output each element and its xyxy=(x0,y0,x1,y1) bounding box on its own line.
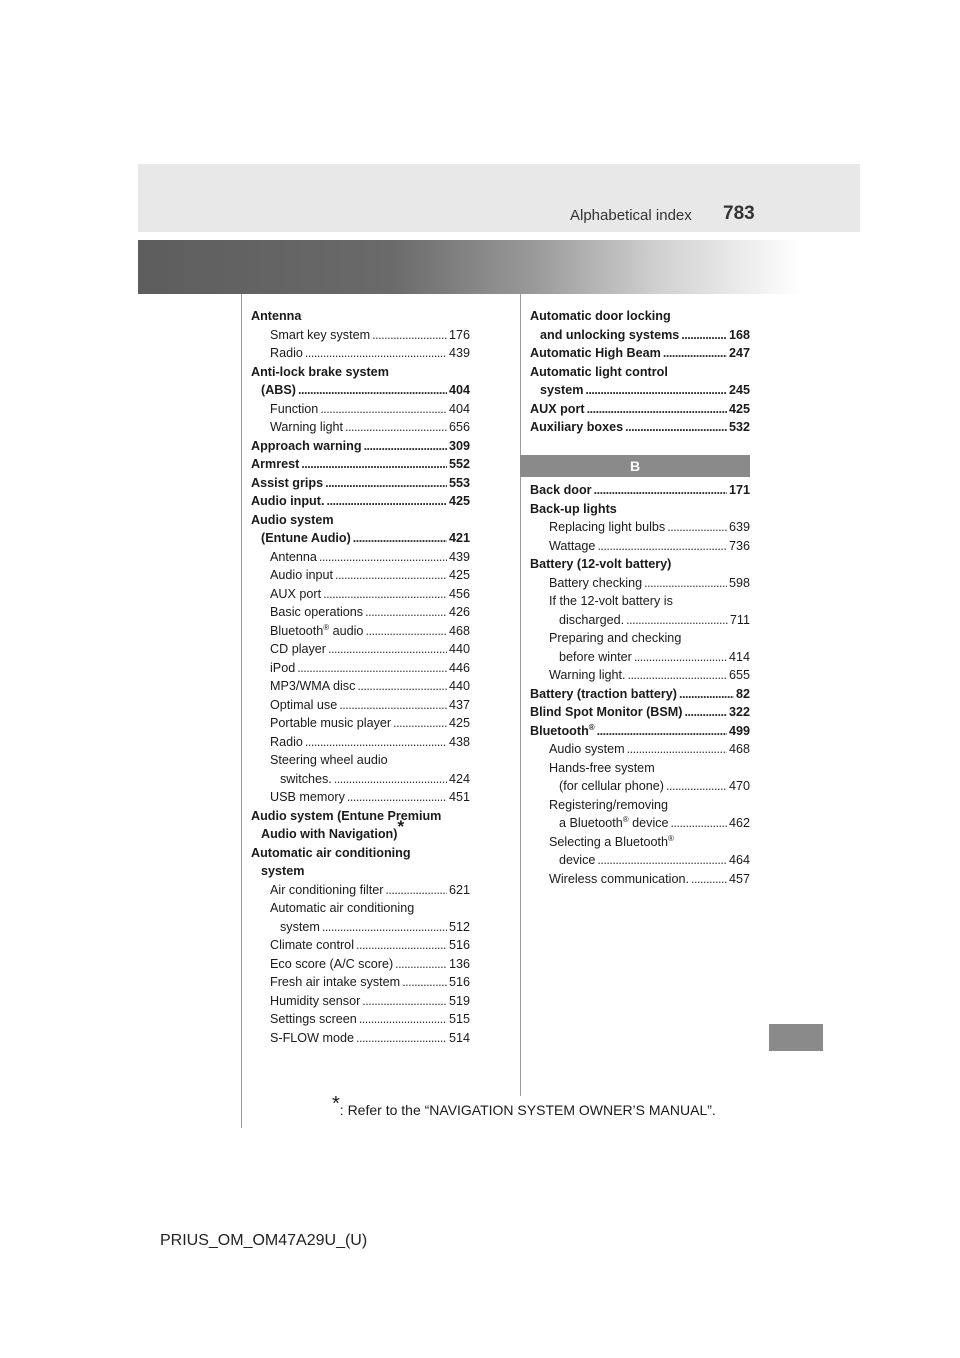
index-column-left xyxy=(251,307,470,1047)
index-entry-page: 440 xyxy=(448,642,470,656)
dot-leader xyxy=(334,770,447,789)
index-entry-label: Audio system xyxy=(549,742,625,756)
index-entry-label: Warning light xyxy=(270,420,344,434)
index-entry xyxy=(530,381,750,400)
index-entry xyxy=(530,722,750,741)
index-entry-label: Battery (traction battery) xyxy=(530,686,677,701)
index-entry-label: Blind Spot Monitor (BSM) xyxy=(530,705,683,719)
index-column-right-b xyxy=(530,481,750,888)
index-entry xyxy=(530,629,750,648)
index-entry-page: 456 xyxy=(448,586,470,601)
index-entry xyxy=(251,807,470,826)
index-entry-label: Radio xyxy=(270,346,303,360)
index-entry-page: 512 xyxy=(448,919,470,934)
dot-leader xyxy=(402,973,447,992)
index-entry-page: 468 xyxy=(728,742,750,756)
index-entry-page: 424 xyxy=(448,771,470,786)
dot-leader xyxy=(671,814,727,833)
index-entry-label: Back door xyxy=(530,483,592,497)
index-entry xyxy=(530,703,750,722)
index-entry xyxy=(251,899,470,918)
index-entry-label: Hands-free system xyxy=(549,760,655,775)
dot-leader xyxy=(385,881,447,900)
page-number: 783 xyxy=(723,203,755,224)
dot-leader xyxy=(357,677,447,696)
dot-leader xyxy=(364,437,447,456)
index-entry-label: Steering wheel audio xyxy=(270,753,388,767)
dot-leader xyxy=(597,851,727,870)
index-entry-label: Approach warning xyxy=(251,438,362,453)
index-entry xyxy=(530,307,750,326)
index-entry-label: Function xyxy=(270,401,319,416)
index-entry-page: 425 xyxy=(448,568,470,582)
index-entry-label: Optimal use xyxy=(270,697,338,712)
index-entry xyxy=(251,770,470,789)
registered-mark: ® xyxy=(622,814,629,824)
thumb-tab xyxy=(769,1024,823,1051)
index-entry xyxy=(251,955,470,974)
index-entry-label: Humidity sensor xyxy=(270,993,361,1008)
footnote-text: : Refer to the “NAVIGATION SYSTEM OWNER’S MANUAL”. xyxy=(339,1102,716,1118)
index-entry xyxy=(530,777,750,796)
index-entry xyxy=(530,796,750,815)
index-entry xyxy=(251,548,470,567)
gradient-banner xyxy=(138,240,860,294)
index-entry xyxy=(530,518,750,537)
index-entry-label: Audio input. xyxy=(251,494,325,508)
index-entry-page: 322 xyxy=(728,705,750,719)
index-column-right-top xyxy=(530,307,750,437)
dot-leader xyxy=(301,455,447,474)
index-entry-page: 446 xyxy=(448,660,470,675)
index-entry-label: Automatic air conditioning xyxy=(251,845,411,860)
index-entry xyxy=(251,566,470,585)
index-entry xyxy=(530,363,750,382)
footnote-star: * xyxy=(332,1093,340,1115)
dot-leader xyxy=(347,788,447,807)
dot-leader xyxy=(319,548,447,567)
index-entry xyxy=(530,611,750,630)
index-entry xyxy=(530,400,750,419)
index-entry-page: 168 xyxy=(728,327,750,342)
index-entry xyxy=(251,326,470,345)
index-entry-label: Eco score (A/C score) xyxy=(270,956,394,971)
index-entry-label: Back-up lights xyxy=(530,501,617,516)
index-entry xyxy=(251,1029,470,1048)
index-entry-page: 171 xyxy=(728,483,750,497)
index-entry xyxy=(530,740,750,759)
dot-leader xyxy=(339,696,447,715)
index-entry-label: Audio with Navigation)* xyxy=(261,817,405,841)
index-entry xyxy=(251,788,470,807)
index-entry-label: iPod xyxy=(270,660,296,675)
index-entry xyxy=(530,344,750,363)
index-entry-page: 515 xyxy=(448,1012,470,1026)
dot-leader xyxy=(325,474,447,493)
dot-leader xyxy=(365,603,447,622)
index-entry-page: 421 xyxy=(448,531,470,545)
index-entry xyxy=(251,973,470,992)
index-entry-label: Automatic light control xyxy=(530,364,668,379)
index-entry-page: 176 xyxy=(448,327,470,342)
index-entry-label: Bluetooth® audio xyxy=(270,622,364,638)
dot-leader xyxy=(395,955,447,974)
dot-leader xyxy=(667,518,727,537)
index-entry xyxy=(530,537,750,556)
dot-leader xyxy=(681,326,727,345)
index-entry-page: 437 xyxy=(448,697,470,712)
index-entry-page: 553 xyxy=(448,475,470,490)
index-entry-page: 736 xyxy=(728,538,750,553)
index-entry-page: 82 xyxy=(735,686,750,701)
footnote-marker: * xyxy=(397,817,405,836)
index-entry-label: system xyxy=(280,919,320,934)
dot-leader xyxy=(594,481,727,500)
index-entry xyxy=(530,870,750,889)
index-entry-label: Assist grips xyxy=(251,475,324,490)
dot-leader xyxy=(626,611,728,630)
index-entry xyxy=(530,418,750,437)
index-entry xyxy=(251,714,470,733)
index-entry-label: Replacing light bulbs xyxy=(549,520,666,534)
index-entry-page: 598 xyxy=(728,575,750,590)
index-entry xyxy=(251,492,470,511)
index-entry-label: Audio system (Entune Premium xyxy=(251,808,442,823)
index-entry-page: 516 xyxy=(448,975,470,989)
index-entry xyxy=(251,936,470,955)
index-entry xyxy=(251,918,470,937)
index-entry-page: 516 xyxy=(448,938,470,952)
index-entry-label: Selecting a Bluetooth® xyxy=(549,833,674,849)
index-entry-page: 499 xyxy=(728,723,750,738)
dot-leader xyxy=(305,733,447,752)
index-entry-label: Air conditioning filter xyxy=(270,882,384,897)
index-entry-label: Smart key system xyxy=(270,327,371,342)
dot-leader xyxy=(320,400,447,419)
registered-mark: ® xyxy=(668,833,674,843)
index-entry-page: 426 xyxy=(448,605,470,619)
index-entry xyxy=(251,381,470,400)
index-entry-page: 404 xyxy=(448,383,470,397)
index-entry xyxy=(251,418,470,437)
index-entry xyxy=(251,677,470,696)
index-entry xyxy=(251,363,470,382)
index-entry xyxy=(251,881,470,900)
index-entry xyxy=(251,437,470,456)
dot-leader xyxy=(597,722,727,741)
index-entry xyxy=(251,817,470,844)
footer-code: PRIUS_OM_OM47A29U_(U) xyxy=(160,1232,368,1249)
index-entry-page: 439 xyxy=(448,549,470,564)
dot-leader xyxy=(585,381,727,400)
index-entry xyxy=(251,603,470,622)
left-divider xyxy=(241,294,242,1128)
index-entry-label: Settings screen xyxy=(270,1012,357,1026)
index-entry-page: 464 xyxy=(728,853,750,867)
index-entry xyxy=(251,1010,470,1029)
index-entry xyxy=(251,622,470,641)
index-entry-label: and unlocking systems xyxy=(540,327,680,342)
index-entry-label: device xyxy=(559,853,596,867)
index-entry-label: Fresh air intake system xyxy=(270,975,401,989)
dot-leader xyxy=(356,1029,447,1048)
index-entry-label: before winter xyxy=(559,649,632,664)
index-entry-page: 245 xyxy=(728,383,750,397)
dot-leader xyxy=(298,381,447,400)
index-entry-label: MP3/WMA disc xyxy=(270,679,356,693)
index-entry-page: 425 xyxy=(448,716,470,730)
dot-leader xyxy=(597,537,727,556)
index-entry-label: Antenna xyxy=(270,549,317,564)
index-entry xyxy=(530,574,750,593)
dot-leader xyxy=(323,585,447,604)
index-entry xyxy=(251,862,470,881)
index-entry xyxy=(251,400,470,419)
dot-leader xyxy=(335,566,447,585)
index-entry-page: 451 xyxy=(448,790,470,804)
header-title: Alphabetical index xyxy=(570,207,692,224)
index-entry-label: Battery (12-volt battery) xyxy=(530,557,672,571)
index-entry-label: switches. xyxy=(280,771,332,786)
index-entry-label: Registering/removing xyxy=(549,797,668,812)
dot-leader xyxy=(362,992,447,1011)
index-entry-label: AUX port xyxy=(270,586,322,601)
index-entry-label: Bluetooth® xyxy=(530,722,595,738)
index-entry-label: Preparing and checking xyxy=(549,631,682,645)
dot-leader xyxy=(628,666,727,685)
index-entry xyxy=(251,344,470,363)
middle-divider xyxy=(520,294,521,1096)
dot-leader xyxy=(372,326,447,345)
index-entry-label: a Bluetooth® device xyxy=(559,814,669,830)
index-entry xyxy=(530,759,750,778)
index-entry xyxy=(251,585,470,604)
index-entry-label: Audio system xyxy=(251,512,334,527)
index-entry-page: 439 xyxy=(448,346,470,360)
index-entry-page: 655 xyxy=(728,668,750,682)
index-entry xyxy=(530,555,750,574)
index-entry xyxy=(251,751,470,770)
dot-leader xyxy=(345,418,447,437)
index-entry xyxy=(251,733,470,752)
index-entry-label: Basic operations xyxy=(270,605,364,619)
index-entry-label: Automatic High Beam xyxy=(530,346,661,360)
registered-mark: ® xyxy=(323,622,330,632)
index-entry xyxy=(251,640,470,659)
index-entry-label: Battery checking xyxy=(549,575,643,590)
index-entry-page: 438 xyxy=(448,734,470,749)
index-entry-page: 136 xyxy=(448,956,470,971)
index-entry xyxy=(251,844,470,863)
index-entry xyxy=(251,659,470,678)
index-entry-label: (ABS) xyxy=(261,383,296,397)
index-entry-page: 468 xyxy=(448,623,470,638)
dot-leader xyxy=(305,344,447,363)
index-entry-page: 309 xyxy=(448,438,470,453)
index-entry-page: 404 xyxy=(448,401,470,416)
index-entry-page: 552 xyxy=(448,457,470,471)
dot-leader xyxy=(679,685,734,704)
index-entry-label: Wattage xyxy=(549,538,596,553)
index-entry-page: 247 xyxy=(728,346,750,360)
index-entry xyxy=(530,851,750,870)
index-entry-label: Portable music player xyxy=(270,716,392,730)
dot-leader xyxy=(666,777,727,796)
section-header-b: B xyxy=(520,455,750,477)
dot-leader xyxy=(625,418,727,437)
dot-leader xyxy=(691,870,727,889)
index-entry-page: 470 xyxy=(728,779,750,793)
dot-leader xyxy=(587,400,727,419)
index-entry-label: If the 12-volt battery is xyxy=(549,594,673,608)
registered-mark: ® xyxy=(588,722,595,732)
index-entry-label: Antenna xyxy=(251,309,302,323)
index-entry xyxy=(530,326,750,345)
dot-leader xyxy=(634,648,727,667)
dot-leader xyxy=(356,936,447,955)
index-entry-label: discharged. xyxy=(559,612,625,627)
index-entry xyxy=(530,500,750,519)
index-entry-page: 457 xyxy=(728,871,750,886)
index-entry-label: system xyxy=(261,864,305,878)
dot-leader xyxy=(644,574,727,593)
index-entry-label: CD player xyxy=(270,642,326,656)
index-entry-label: system xyxy=(540,383,584,397)
dot-leader xyxy=(328,640,447,659)
index-entry xyxy=(251,307,470,326)
dot-leader xyxy=(326,492,447,511)
index-entry xyxy=(251,529,470,548)
index-entry-label: Audio input xyxy=(270,568,334,582)
index-entry-page: 514 xyxy=(448,1030,470,1045)
index-entry-label: Climate control xyxy=(270,938,354,952)
index-entry-page: 621 xyxy=(448,882,470,897)
index-entry-page: 519 xyxy=(448,993,470,1008)
index-entry-label: S-FLOW mode xyxy=(270,1030,354,1045)
dot-leader xyxy=(685,703,727,722)
index-entry xyxy=(251,474,470,493)
index-entry xyxy=(530,666,750,685)
index-entry-page: 656 xyxy=(448,420,470,434)
index-entry xyxy=(251,511,470,530)
dot-leader xyxy=(353,529,447,548)
index-entry-page: 639 xyxy=(728,520,750,534)
index-entry-label: Wireless communication. xyxy=(549,871,689,886)
index-entry xyxy=(530,592,750,611)
index-entry-page: 532 xyxy=(728,420,750,434)
footnote xyxy=(332,1093,716,1118)
index-entry-page: 425 xyxy=(728,401,750,416)
index-entry-label: Automatic air conditioning xyxy=(270,901,415,915)
index-entry xyxy=(530,685,750,704)
index-entry-label: Radio xyxy=(270,734,303,749)
index-entry xyxy=(251,696,470,715)
dot-leader xyxy=(393,714,447,733)
index-entry-page: 414 xyxy=(728,649,750,664)
dot-leader xyxy=(627,740,727,759)
dot-leader xyxy=(297,659,447,678)
dot-leader xyxy=(663,344,727,363)
index-entry-label: (Entune Audio) xyxy=(261,531,351,545)
index-entry xyxy=(530,481,750,500)
dot-leader xyxy=(322,918,447,937)
index-entry-page: 440 xyxy=(448,679,470,693)
index-entry xyxy=(251,455,470,474)
index-entry-label: Warning light. xyxy=(549,668,626,682)
dot-leader xyxy=(365,622,447,641)
index-entry-label: Auxiliary boxes xyxy=(530,420,624,434)
index-entry xyxy=(530,833,750,852)
index-entry xyxy=(530,648,750,667)
index-entry-label: Armrest xyxy=(251,457,300,471)
index-entry xyxy=(530,814,750,833)
index-entry-page: 462 xyxy=(728,816,750,830)
dot-leader xyxy=(359,1010,447,1029)
index-entry-page: 711 xyxy=(729,612,750,627)
index-entry-label: Anti-lock brake system xyxy=(251,364,389,379)
index-entry-page: 425 xyxy=(448,494,470,508)
index-entry-label: Automatic door locking xyxy=(530,309,671,323)
index-entry xyxy=(251,992,470,1011)
index-entry-label: AUX port xyxy=(530,401,585,416)
index-entry-label: (for cellular phone) xyxy=(559,779,664,793)
index-entry-label: USB memory xyxy=(270,790,345,804)
